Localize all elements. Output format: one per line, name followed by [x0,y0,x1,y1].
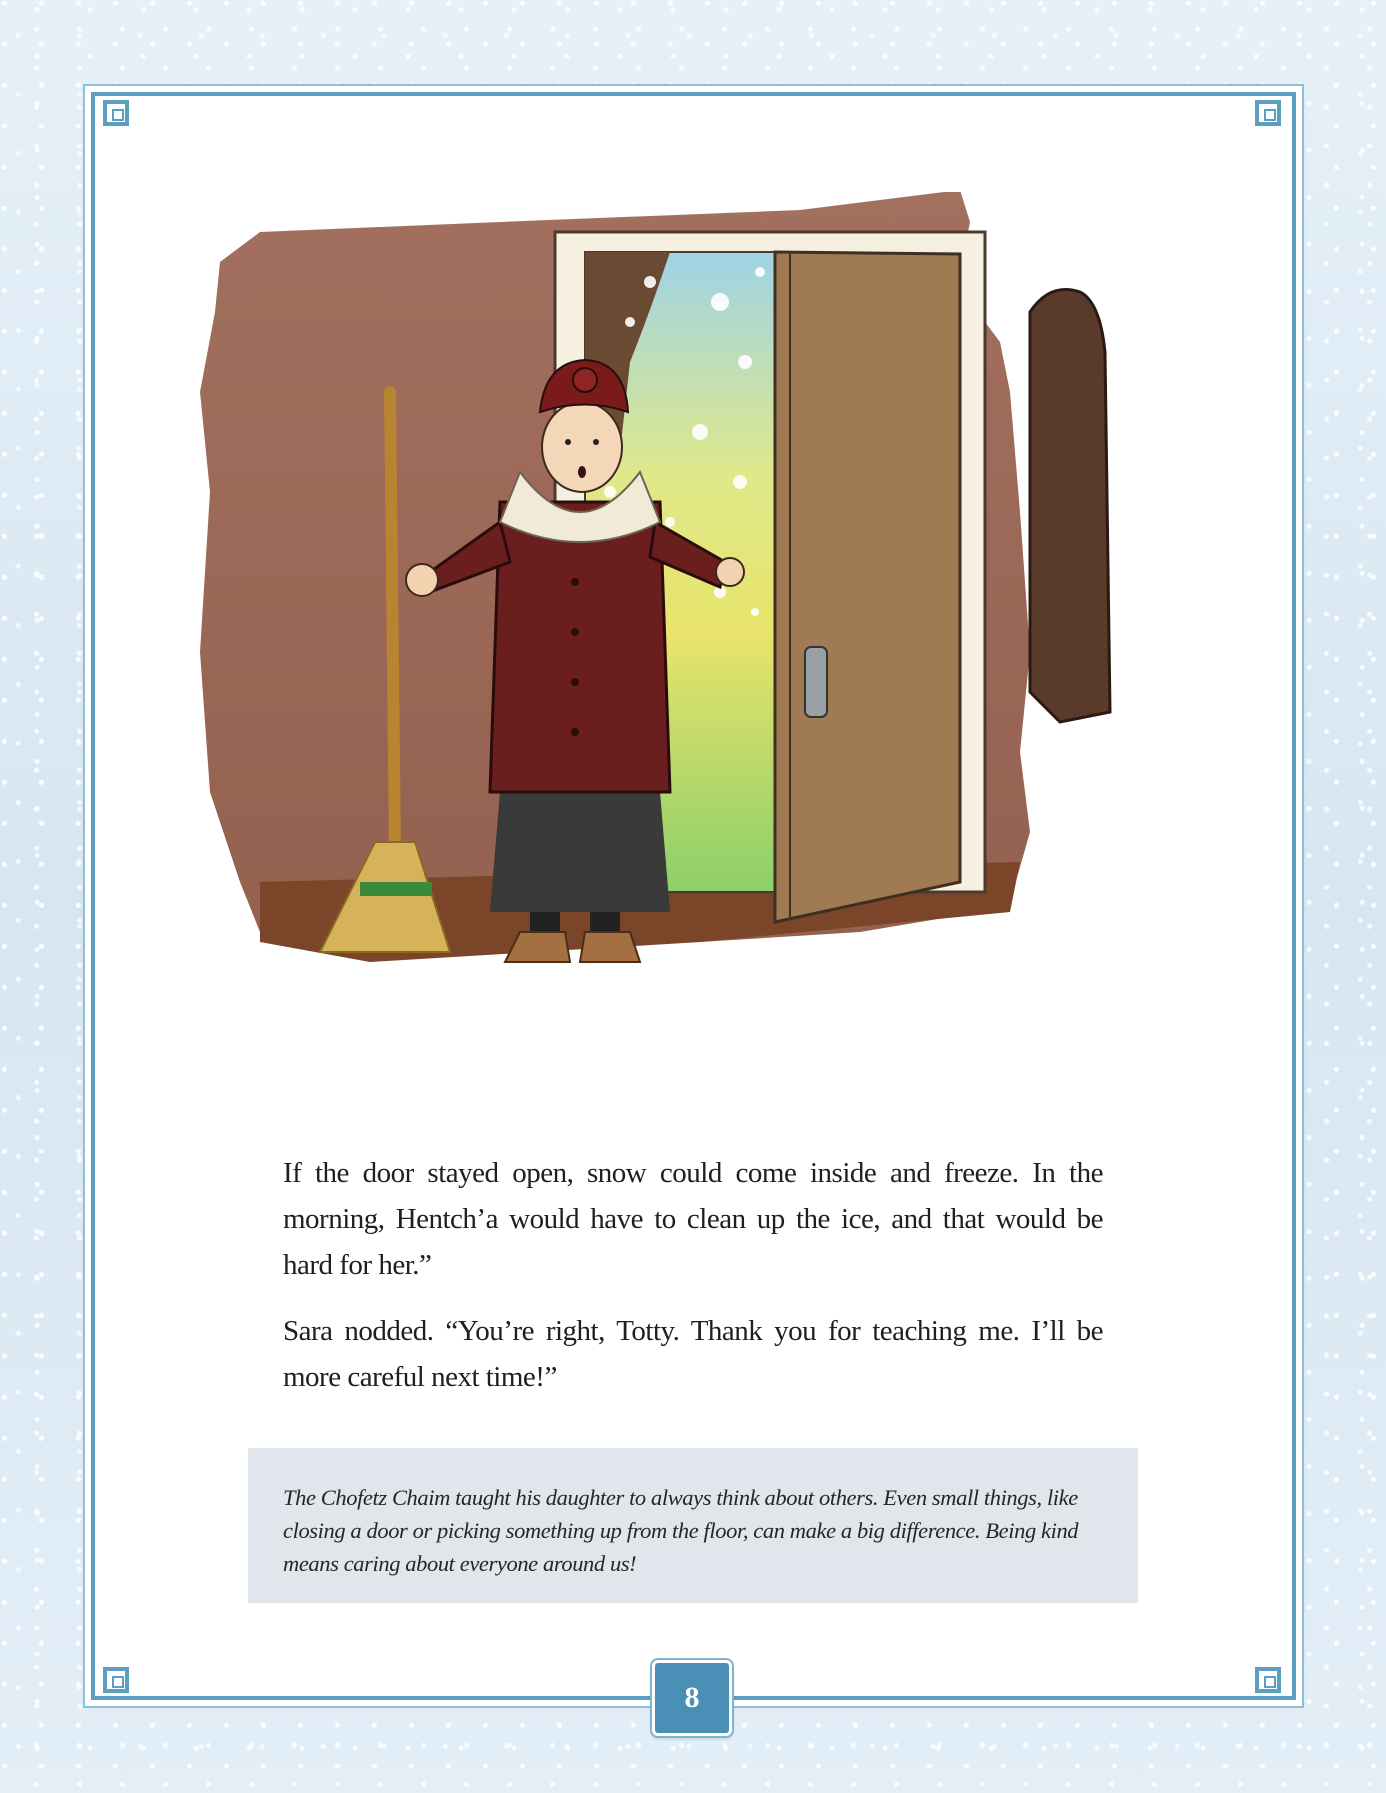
moral-text: The Chofetz Chaim taught his daughter to always think about others. Even small things, like closing a door or picking something up from the floor, can make a big difference. Being kind means caring about everyone around us! [283,1485,1079,1576]
hanging-coat [1030,290,1110,723]
page-number: 8 [684,1681,700,1714]
broom-handle [390,392,395,852]
corner-ornament-bottom-left [103,1667,129,1693]
moral-box [248,1448,1138,1603]
open-door [775,252,960,922]
corner-ornament-top-right [1255,100,1281,126]
story-paragraph: Sara nodded. “You’re right, Totty. Thank you for teaching me. I’ll be more careful next time!” [283,1315,1103,1393]
door-handle [805,647,827,717]
story-text [283,1150,1103,1420]
corner-ornament-bottom-right [1255,1667,1281,1693]
corner-ornament-top-left [103,100,129,126]
page-number-badge [652,1660,732,1736]
story-illustration [200,192,1190,1082]
story-paragraph: If the door stayed open, snow could come inside and freeze. In the morning, Hentch’a would have to clean up the ice, and that would be hard for her.” [283,1157,1103,1281]
